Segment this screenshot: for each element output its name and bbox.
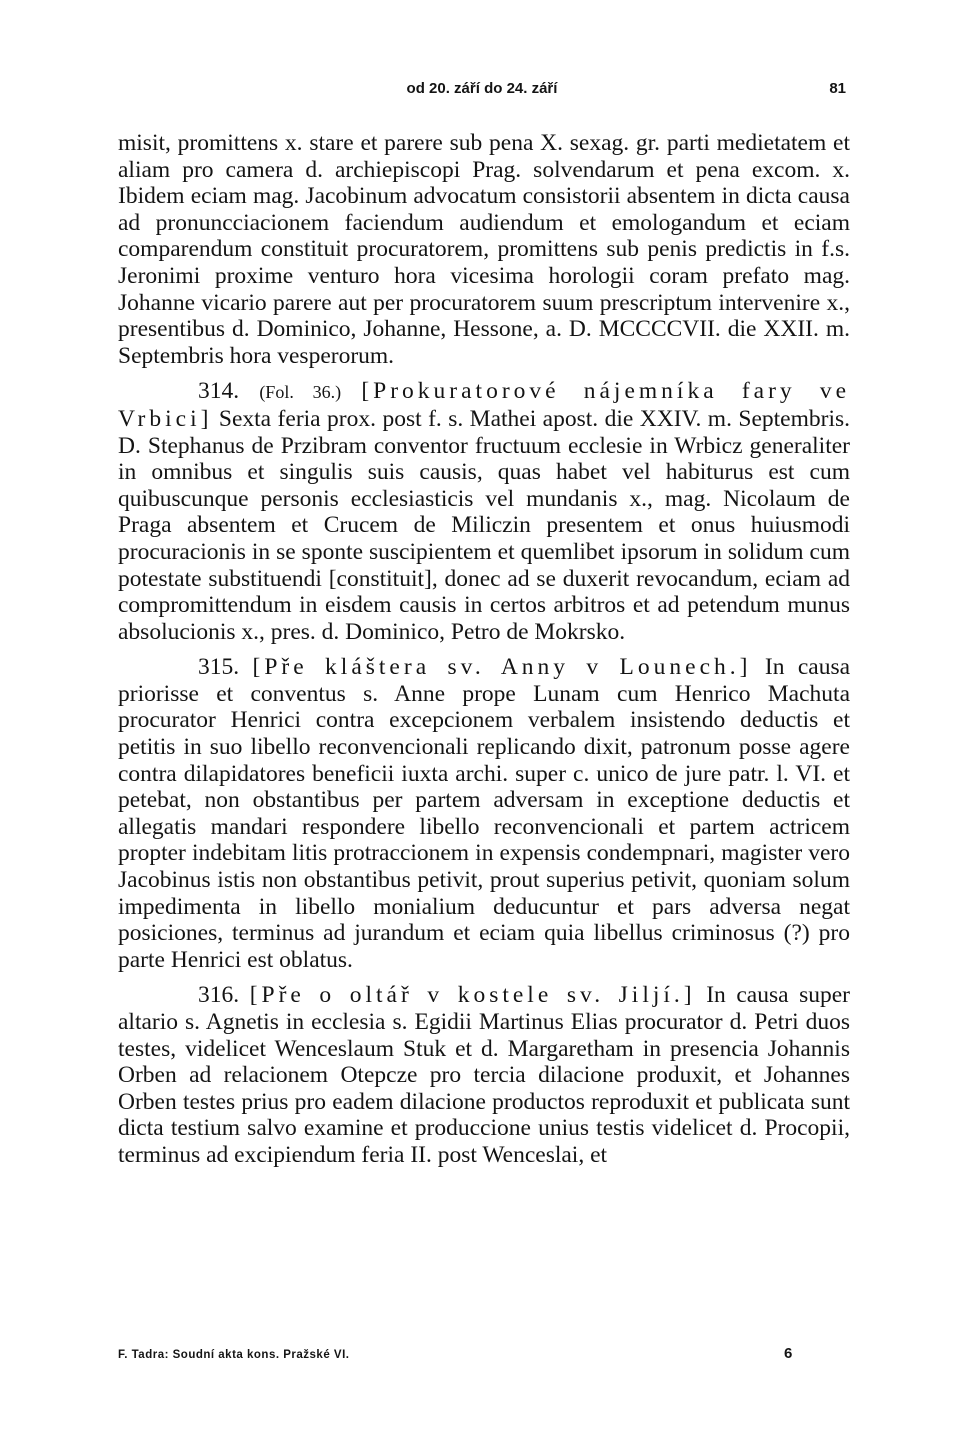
entry-315: [118, 654, 850, 973]
entry-heading: [Prokuratorové nájemníka fary ve Vrbici]: [118, 378, 851, 432]
footer-signature: F. Tadra: Soudní akta kons. Pražské VI.: [118, 1349, 350, 1361]
entry-314: [118, 378, 850, 645]
body-text: [118, 130, 850, 1169]
page-number: 81: [829, 80, 846, 97]
header-title: od 20. září do 24. září: [406, 80, 558, 97]
entry-text: In causa priorisse et conventus s. Anne prope Lunam cum Henrico Machuta procurator Henrici contra excepcionem verbalem insistendo deductis et petitis in suo libello reconvencionali replicando dixit, patronum posse agere contra dilapidatores beneficii iuxta archi. super c. unico de jure patr. l. VI. et petebat, non obstantibus per partem adversam in exceptione deductis et allegatis mandari respondere libello reconvencionali et partem actricem propter indebitam litis protraccionem in expensis condempnari, magister vero Jacobinus istis non obstantibus petivit, prout superius petivit, quoniam solum impedimenta in libello monialium deducuntur et pars adversa negat posiciones, terminus ad jurandum et eciam quia libellus criminosus (?) pro parte Henrici est oblatus.: [118, 654, 851, 973]
entry-heading: [Pře o oltář v kostele sv. Jiljí.]: [249, 982, 696, 1009]
folio-reference: (Fol. 36.): [259, 382, 342, 403]
entry-number: 315.: [198, 654, 240, 681]
paragraph-intro: misit, promittens x. stare et parere sub pena X. sexag. gr. parti medietatem et aliam pro camera d. archiepiscopi Prag. solvendarum et pena excom. x. Ibidem eciam mag. Jacobinum advocatum consistorii absentem in dicta causa ad pronuncciacionem faciendum audiendum et emologandum et eciam comparendum constituit procuratorem, promittens sub penis predictis in f.s. Jeronimi proxime venturo hora vicesima horologii coram prefato mag. Johanne vicario parere aut per procuratorem suum prescriptum intervenire x., presentibus d. Dominico, Johanne, Hessone, a. D. MCCCCVII. die XXII. m. Septembris hora vesperorum.: [118, 130, 850, 369]
entry-heading: [Pře kláštera sv. Anny v Lounech.]: [252, 654, 752, 681]
footer: [118, 1345, 818, 1367]
entry-number: 314.: [198, 378, 240, 405]
entry-text: In causa super altario s. Agnetis in ecclesia s. Egidii Martinus Elias procurator d. Petri duos testes, videlicet Wenceslaum Stuk et d. Margaretham in presencia Johannis Orben ad relacionem Otepcze pro tercia dilacione produxit, et Johannes Orben testes prius pro eadem dilacione productos reproduxit et publicata sunt dicta testium salvo examine et produccione unius testis videlicet d. Procopii, terminus ad excipiendum feria II. post Wenceslai, et: [118, 982, 851, 1168]
entry-316: [118, 982, 850, 1168]
sheet-number: 6: [784, 1345, 793, 1362]
entry-text: Sexta feria prox. post f. s. Mathei apost. die XXIV. m. Septembris. D. Stephanus de Przibram conventor fructuum ecclesie in Wrbicz generaliter in omnibus et singulis suis causis, quas habet vel habiturus est cum quibuscunque personis ecclesiasticis vel mundanis x., mag. Nicolaum de Praga absentem et Crucem de Miliczin presentem et onus huiusmodi procuracionis in se sponte suscipientem et quemlibet ipsorum in solidum cum potestate substituendi [constituit], donec ad se duxerit revocandum, eciam ad compromittendum in eisdem causis in certos arbitros et ad petendum munus absolucionis x., pres. d. Dominico, Petro de Mokrsko.: [118, 405, 851, 645]
entry-number: 316.: [198, 982, 240, 1009]
running-header: [118, 80, 846, 104]
